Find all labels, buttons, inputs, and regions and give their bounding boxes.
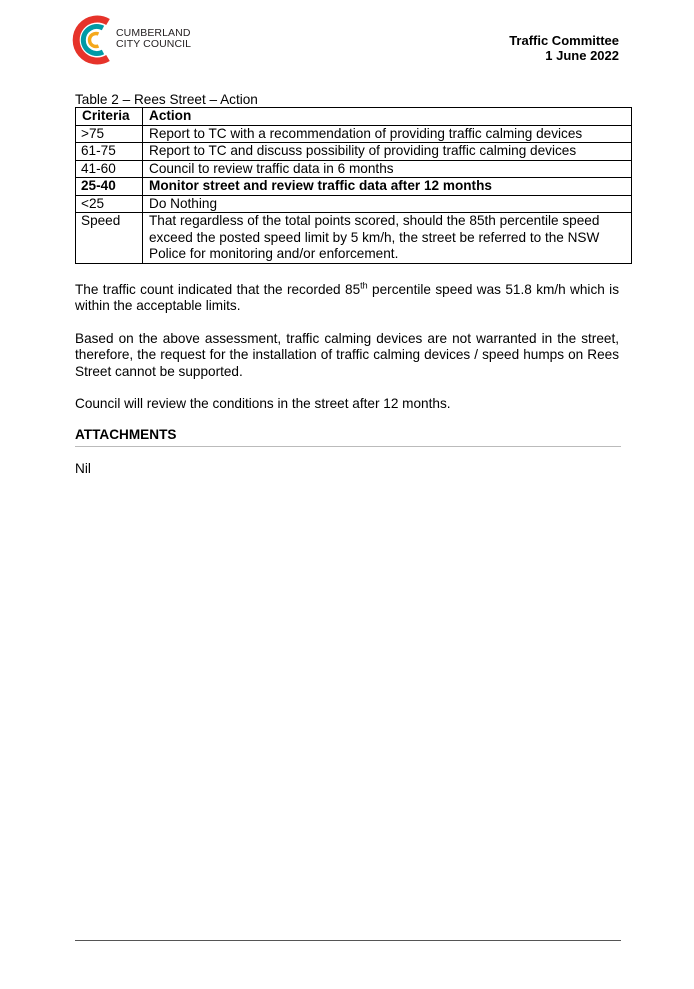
action-header: Action — [143, 108, 632, 126]
council-logo — [68, 13, 208, 69]
document-header — [509, 33, 619, 63]
attachments-heading: ATTACHMENTS — [75, 427, 621, 448]
action-cell: Report to TC with a recommendation of providing traffic calming devices — [143, 125, 632, 143]
action-cell: Report to TC and discuss possibility of providing traffic calming devices — [143, 143, 632, 161]
action-cell: Monitor street and review traffic data after 12 months — [143, 178, 632, 196]
table-row — [76, 160, 632, 178]
logo-text — [116, 28, 191, 50]
criteria-cell: 41-60 — [76, 160, 143, 178]
table-row — [76, 213, 632, 264]
action-cell: That regardless of the total points scored, should the 85th percentile speed exceed the posted speed limit by 5 km/h, the street be referred to the NSW Police for monitoring and/or enforcement. — [143, 213, 632, 264]
footer-divider — [75, 940, 621, 941]
meeting-date: 1 June 2022 — [545, 48, 619, 63]
speed-text-start: The traffic count indicated that the recorded 85 — [75, 281, 361, 297]
document-body — [75, 92, 620, 478]
criteria-cell: <25 — [76, 195, 143, 213]
assessment-paragraph: Based on the above assessment, traffic calming devices are not warranted in the street, therefore, the request for the installation of traffic calming devices / speed humps on Rees Street cannot be supported. — [75, 330, 619, 379]
superscript-th: th — [360, 279, 368, 290]
logo-line2: CITY COUNCIL — [116, 38, 192, 50]
criteria-cell: 61-75 — [76, 143, 143, 161]
speed-text-end: percentile speed was 51.8 km/h which is within the acceptable limits. — [75, 281, 619, 313]
action-cell: Do Nothing — [143, 195, 632, 213]
logo-line1: CUMBERLAND — [116, 27, 191, 39]
criteria-header: Criteria — [76, 108, 143, 126]
attachments-value: Nil — [75, 461, 91, 476]
action-cell: Council to review traffic data in 6 months — [143, 160, 632, 178]
criteria-cell: 25-40 — [76, 178, 143, 196]
table-header-row — [76, 108, 632, 126]
table-row — [76, 143, 632, 161]
criteria-cell: >75 — [76, 125, 143, 143]
table-row — [76, 125, 632, 143]
table-row-highlighted — [76, 178, 632, 196]
table-row — [76, 195, 632, 213]
review-paragraph: Council will review the conditions in the street after 12 months. — [75, 396, 451, 411]
committee-name: Traffic Committee — [509, 33, 619, 48]
action-table — [75, 107, 632, 264]
council-logo-icon — [68, 13, 116, 67]
speed-paragraph — [75, 279, 619, 315]
table-caption: Table 2 – Rees Street – Action — [75, 92, 258, 107]
criteria-cell: Speed — [76, 213, 143, 264]
